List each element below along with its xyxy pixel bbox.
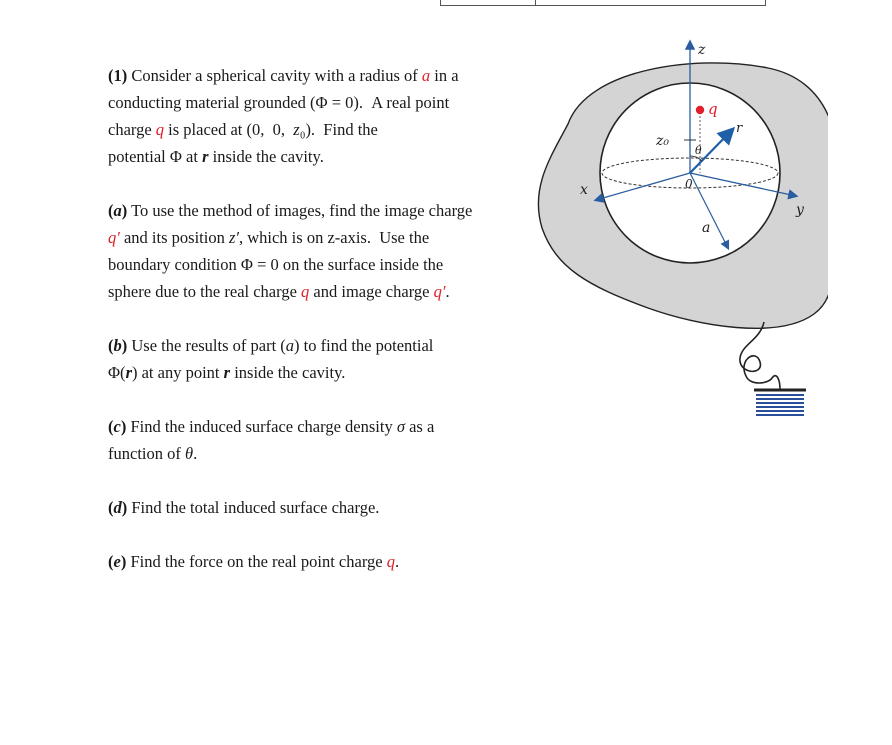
ground-wire (740, 322, 780, 390)
problem-intro (108, 62, 528, 170)
top-table-fragment (440, 0, 766, 6)
part-a-line-2: q′ and its position z′, which is on z-axis. Use the (108, 228, 430, 247)
problem-text (108, 62, 528, 575)
part-a-line-1: (a) To use the method of images, find the image charge (108, 201, 473, 220)
r-vector-label: r (736, 121, 743, 136)
intro-line-4: potential Φ at r inside the cavity. (108, 147, 324, 166)
part-c (108, 413, 528, 467)
charge-label: q (708, 100, 718, 118)
intro-line-1: (1) Consider a spherical cavity with a radius of a in a (108, 66, 459, 85)
part-d-line-1: (d) Find the total induced surface charge. (108, 498, 380, 517)
z0-label: z₀ (656, 133, 669, 149)
origin-label: 0 (685, 177, 693, 191)
y-axis-label: y (796, 202, 804, 218)
ground-symbol (754, 390, 806, 415)
part-b (108, 332, 528, 386)
x-axis-label: x (580, 182, 588, 198)
part-b-line-1: (b) Use the results of part (a) to find the potential (108, 336, 434, 355)
part-d (108, 494, 528, 521)
part-a (108, 197, 528, 305)
part-e (108, 548, 528, 575)
part-c-line-1: (c) Find the induced surface charge density σ as a (108, 417, 435, 436)
part-b-line-2: Φ(r) at any point r inside the cavity. (108, 363, 346, 382)
cavity-diagram (528, 28, 828, 428)
part-a-line-4: sphere due to the real charge q and image charge q′. (108, 282, 450, 301)
radius-label: a (702, 220, 711, 236)
intro-line-3: charge q is placed at (0, 0, z₀). Find the (108, 120, 378, 139)
part-c-line-2: function of θ. (108, 444, 198, 463)
part-a-line-3: boundary condition Φ = 0 on the surface inside the (108, 255, 444, 274)
z-axis-label: z (698, 42, 706, 58)
theta-label: θ (695, 144, 702, 157)
part-e-line-1: (e) Find the force on the real point charge q. (108, 552, 400, 571)
intro-line-2: conducting material grounded (Φ = 0). A real point (108, 93, 450, 112)
point-charge (696, 106, 704, 114)
table-cell-divider (535, 0, 536, 5)
